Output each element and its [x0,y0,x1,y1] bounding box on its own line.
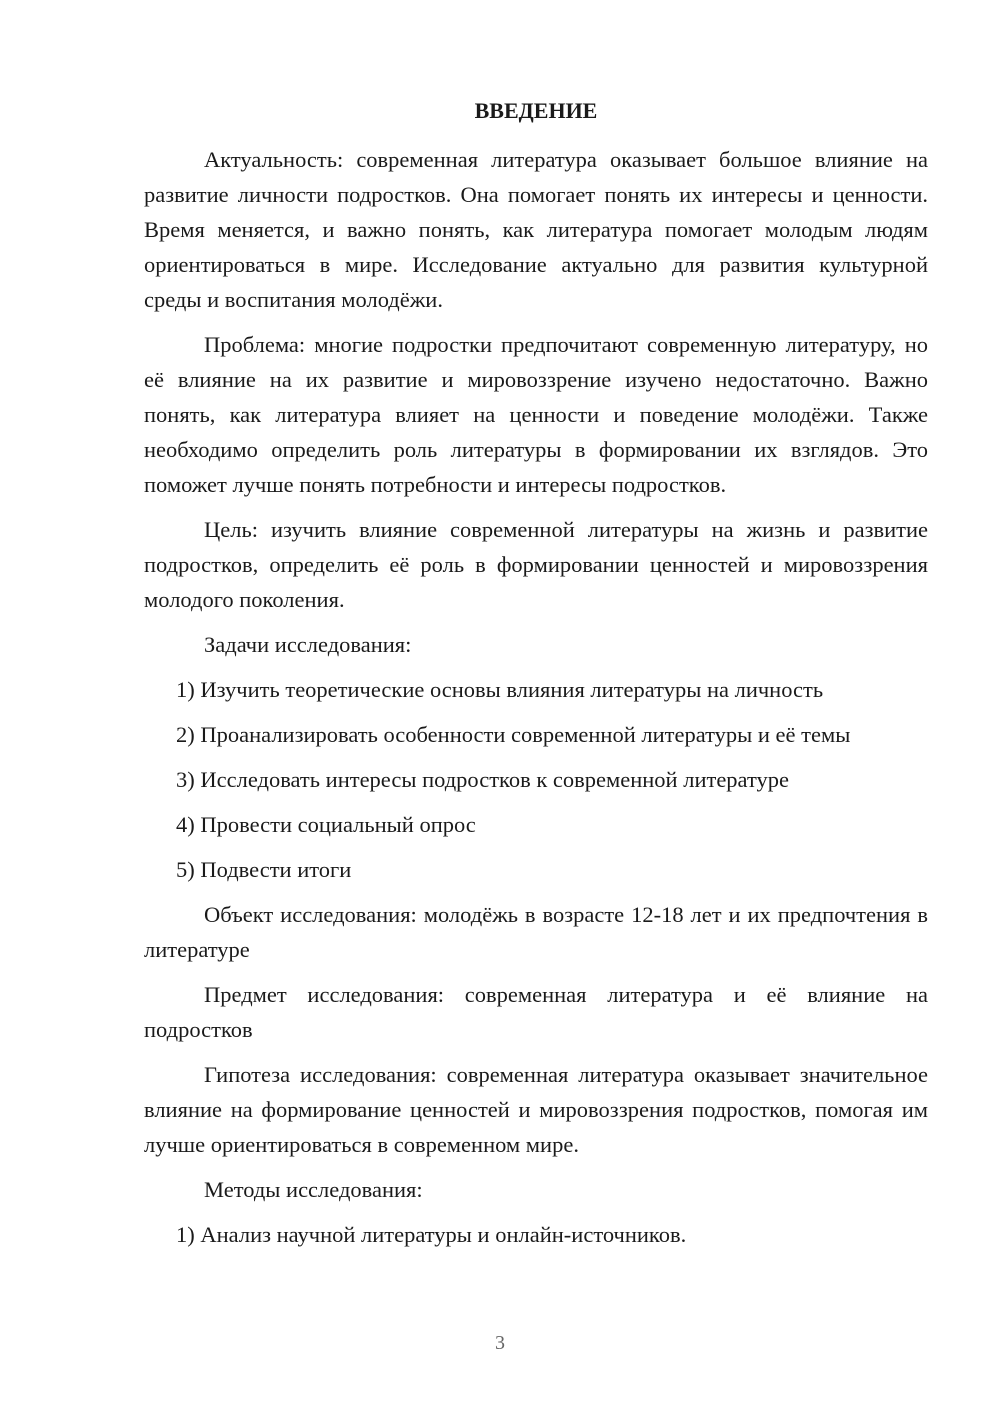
list-item: 2) Проанализировать особенности современной литературы и её темы [176,722,851,747]
problem-paragraph: Проблема: многие подростки предпочитают современную литературу, но её влияние на их развитие и мировоззрение изучено недостаточно. Важно понять, как литература влияет на ценности и поведение молодёжи. Также необходимо определить роль литературы в формировании их взглядов. Это поможет лучше понять потребности и интересы подростков. [144,332,928,497]
list-item: 1) Анализ научной литературы и онлайн-источников. [176,1222,687,1247]
page-title: ВВЕДЕНИЕ [474,98,598,123]
subject-paragraph: Предмет исследования: современная литература и её влияние на подростков [144,982,928,1042]
list-item: 4) Провести социальный опрос [176,812,476,837]
document-page [144,96,928,1262]
methods-label: Методы исследования: [204,1177,423,1202]
tasks-list [144,672,928,887]
page-number: 3 [495,1332,505,1354]
methods-list [144,1217,928,1252]
object-paragraph: Объект исследования: молодёжь в возрасте 12-18 лет и их предпочтения в литературе [144,902,928,962]
tasks-label: Задачи исследования: [204,632,412,657]
list-item: 1) Изучить теоретические основы влияния литературы на личность [176,677,824,702]
relevance-paragraph: Актуальность: современная литература оказывает большое влияние на развитие личности подростков. Она помогает понять их интересы и ценности. Время меняется, и важно понять, как литература помогает молодым людям ориентироваться в мире. Исследование актуально для развития культурной среды и воспитания молодёжи. [144,147,928,312]
list-item: 5) Подвести итоги [176,857,352,882]
goal-paragraph: Цель: изучить влияние современной литературы на жизнь и развитие подростков, определить её роль в формировании ценностей и мировоззрения молодого поколения. [144,517,928,612]
hypothesis-paragraph: Гипотеза исследования: современная литература оказывает значительное влияние на формирование ценностей и мировоззрения подростков, помогая им лучше ориентироваться в современном мире. [144,1062,928,1157]
list-item: 3) Исследовать интересы подростков к современной литературе [176,767,789,792]
